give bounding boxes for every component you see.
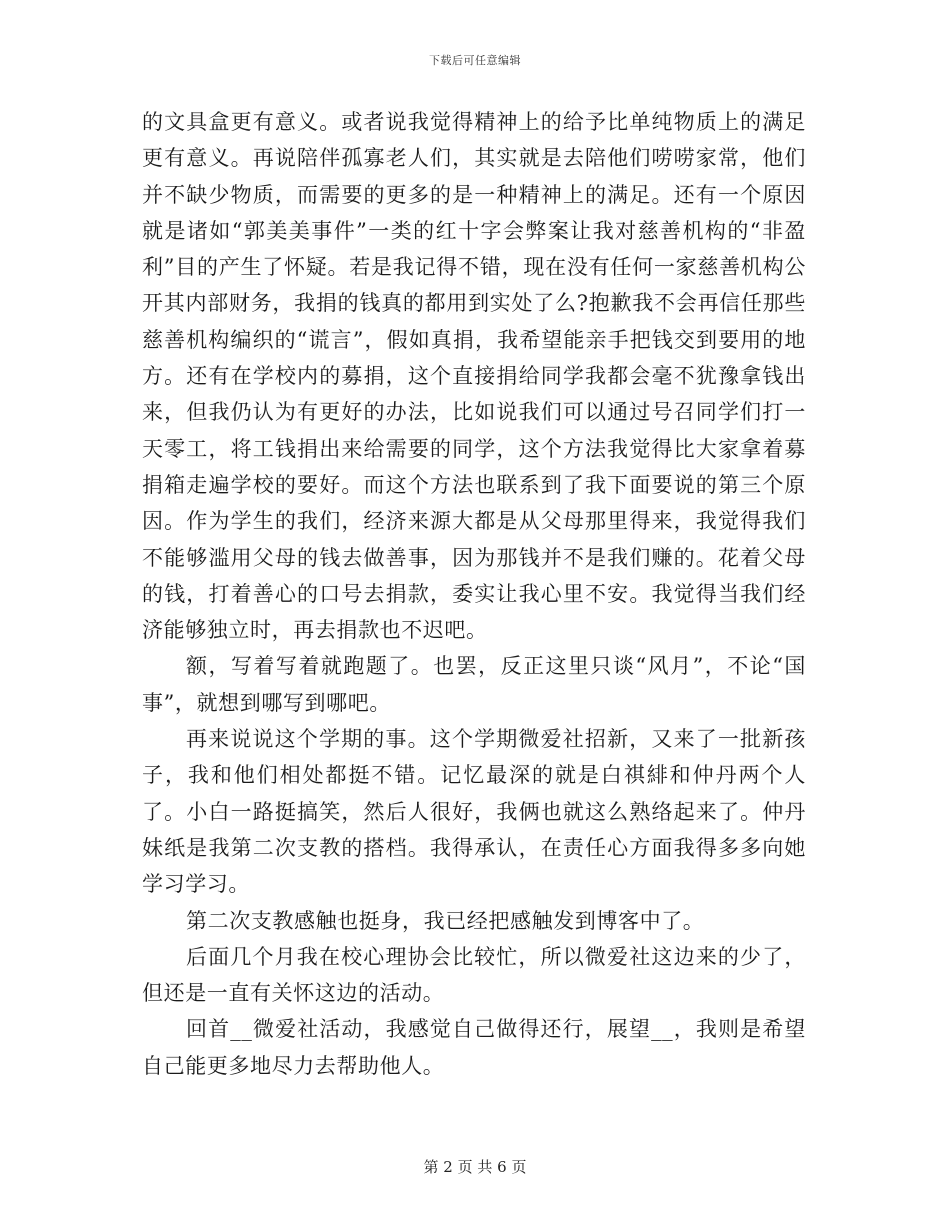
paragraph-5: 后面几个月我在校心理协会比较忙，所以微爱社这边来的少了，但还是一直有关怀这边的活动。 <box>142 944 806 1006</box>
paragraph-2: 额，写着写着就跑题了。也罢，反正这里只谈“风月”，不论“国事”，就想到哪写到哪吧。 <box>142 654 806 715</box>
paragraph-4: 第二次支教感触也挺身，我已经把感触发到博客中了。 <box>186 908 705 933</box>
document-body <box>142 104 806 1084</box>
page-number: 第 2 页 共 6 页 <box>423 1158 527 1176</box>
paragraph-1: 的文具盒更有意义。或者说我觉得精神上的给予比单纯物质上的满足更有意义。再说陪伴孤寡老人们，其实就是去陪他们唠唠家常，他们并不缺少物质，而需要的更多的是一种精神上的满足。还有一个原因就是诸如“郭美美事件”一类的红十字会弊案让我对慈善机构的“非盈利”目的产生了怀疑。若是我记得不错，现在没有任何一家慈善机构公开其内部财务，我捐的钱真的都用到实处了么?抱歉我不会再信任那些慈善机构编织的“谎言”，假如真捐，我希望能亲手把钱交到要用的地方。还有在学校内的募捐，这个直接捐给同学我都会毫不犹豫拿钱出来，但我仍认为有更好的办法，比如说我们可以通过号召同学们打一天零工，将工钱捐出来给需要的同学，这个方法我觉得比大家拿着募捐箱走遍学校的要好。而这个方法也联系到了我下面要说的第三个原因。作为学生的我们，经济来源大都是从父母那里得来，我觉得我们不能够滥用父母的钱去做善事，因为那钱并不是我们赚的。花着父母的钱，打着善心的口号去捐款，委实让我心里不安。我觉得当我们经济能够独立时，再去捐款也不迟吧。 <box>142 110 806 643</box>
page-header: 下载后可任意编辑 <box>429 54 521 67</box>
paragraph-6: 回首__微爱社活动，我感觉自己做得还行，展望__，我则是希望自己能更多地尽力去帮助他人。 <box>142 1017 806 1078</box>
paragraph-3: 再来说说这个学期的事。这个学期微爱社招新，又来了一批新孩子，我和他们相处都挺不错。记忆最深的就是白祺緋和仲丹两个人了。小白一路挺搞笑，然后人很好，我俩也就这么熟络起来了。仲丹妹纸是我第二次支教的搭档。我得承认，在责任心方面我得多多向她学习学习。 <box>142 727 806 897</box>
